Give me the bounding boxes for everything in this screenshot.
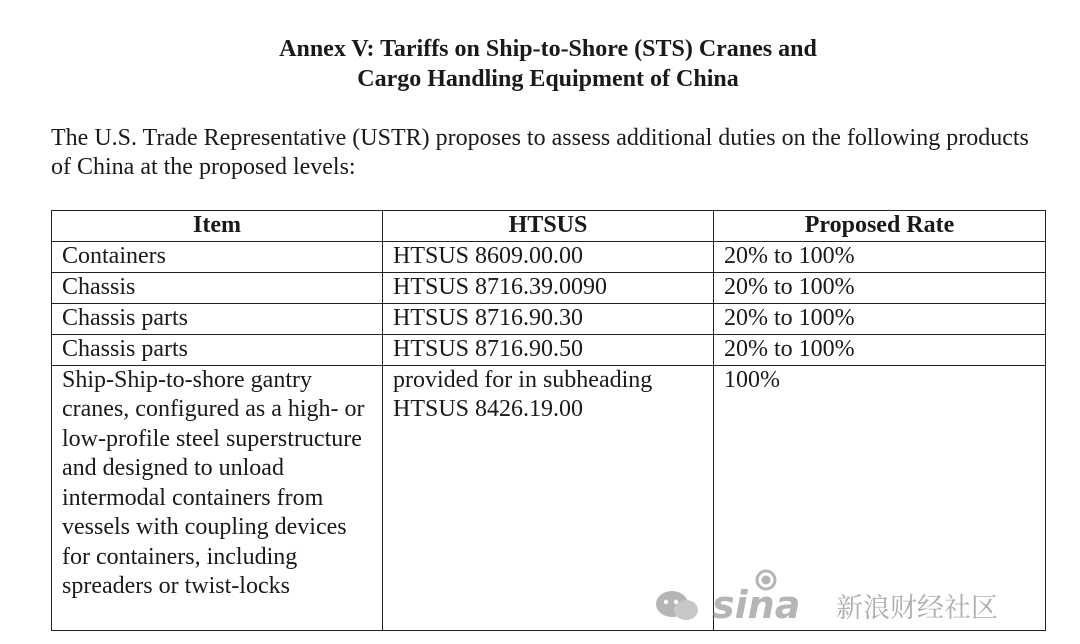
sina-logo-icon [650,566,830,638]
svg-text:sina: sina [712,583,801,627]
cell-rate: 20% to 100% [714,334,1046,365]
header-htsus: HTSUS [383,211,714,242]
annex-title-line-1: Annex V: Tariffs on Ship-to-Shore (STS) Cranes and [279,36,817,62]
cell-htsus: provided for in subheading HTSUS 8426.19.00 [383,365,714,630]
cell-item: Containers [52,241,383,272]
cell-htsus: HTSUS 8716.90.30 [383,303,714,334]
cell-item: Ship-Ship-to-shore gantry cranes, configured as a high- or low-profile steel superstructure and designed to unload intermodal containers from vessels with coupling devices for containers, including spreaders or twist-locks [52,365,383,630]
watermark-text: 新浪财经社区 [836,593,998,624]
cell-rate: 20% to 100% [714,303,1046,334]
cell-htsus: HTSUS 8716.39.0090 [383,272,714,303]
sina-finance-watermark [650,566,1070,638]
header-proposed-rate: Proposed Rate [714,211,1046,242]
annex-title-line-2: Cargo Handling Equipment of China [357,66,739,92]
cell-item: Chassis parts [52,303,383,334]
table-header-row [52,211,1046,242]
header-item: Item [52,211,383,242]
cell-htsus: HTSUS 8609.00.00 [383,241,714,272]
table-row [52,272,1046,303]
table-row [52,303,1046,334]
intro-paragraph: The U.S. Trade Representative (USTR) proposes to assess additional duties on the following products of China at the proposed levels: [51,125,1029,180]
cell-item: Chassis [52,272,383,303]
cell-htsus: HTSUS 8716.90.50 [383,334,714,365]
table-row [52,241,1046,272]
cell-rate: 20% to 100% [714,241,1046,272]
cell-item: Chassis parts [52,334,383,365]
cell-rate: 100% [714,365,1046,630]
table-row [52,334,1046,365]
cell-rate: 20% to 100% [714,272,1046,303]
